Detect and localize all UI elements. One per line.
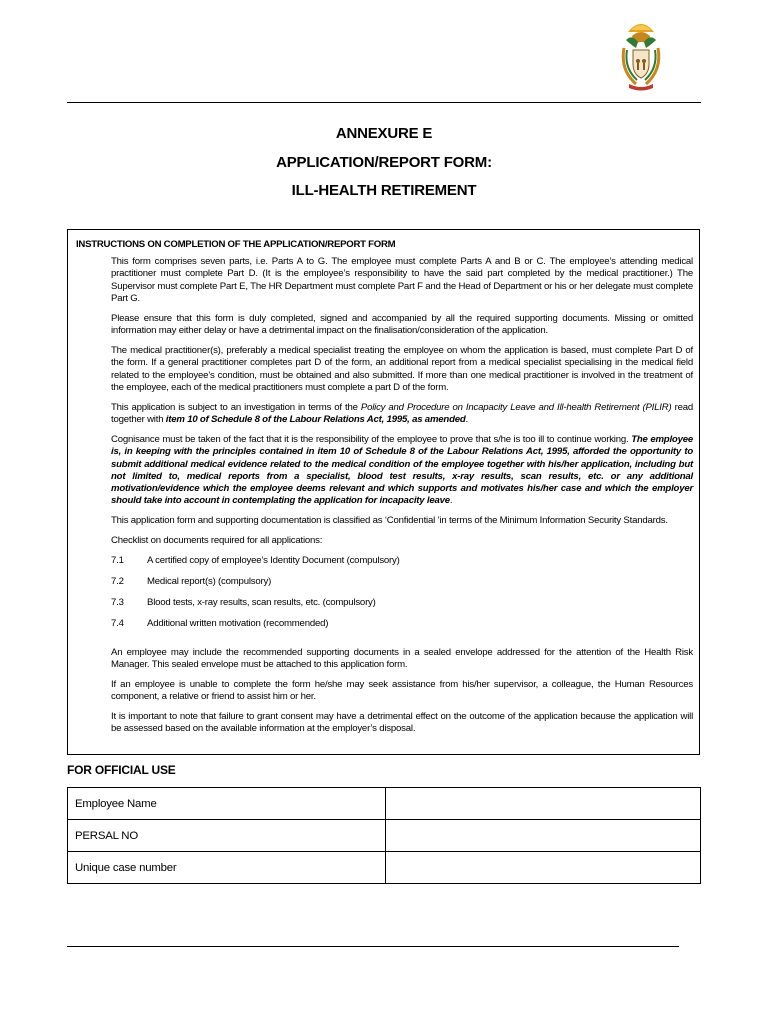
table-row bbox=[68, 852, 701, 884]
document-checklist bbox=[111, 555, 693, 639]
paragraph-text: Cognisance must be taken of the fact that it is the responsibility of the employee to prove that s/he is too ill to continue working. bbox=[111, 433, 632, 445]
checklist-item bbox=[111, 618, 693, 639]
table-row bbox=[68, 788, 701, 820]
employee-name-label: Employee Name bbox=[68, 788, 386, 820]
paragraph-text: This application is subject to an investigation in terms of the bbox=[111, 401, 361, 413]
instruction-paragraph: An employee may include the recommended supporting documents in a sealed envelope addressed for the attention of the Health Risk Manager. This sealed envelope must be attached to this application form. bbox=[111, 646, 693, 670]
checklist-item bbox=[111, 555, 693, 576]
checklist-intro: Checklist on documents required for all applications: bbox=[111, 535, 323, 547]
instructions-box bbox=[67, 229, 700, 755]
annexure-title: ANNEXURE E bbox=[335, 125, 433, 142]
checklist-text: A certified copy of employee’s Identity Document (compulsory) bbox=[147, 555, 400, 567]
footer-divider bbox=[67, 946, 679, 947]
official-use-table bbox=[67, 787, 701, 884]
instruction-paragraph-pilir bbox=[111, 402, 693, 427]
paragraph-text: read together with bbox=[111, 401, 693, 426]
checklist-text: Additional written motivation (recommended) bbox=[147, 618, 329, 630]
form-subtitle: ILL-HEALTH RETIREMENT bbox=[291, 182, 477, 199]
checklist-number: 7.3 bbox=[111, 597, 124, 609]
instructions-body bbox=[111, 256, 693, 743]
header-divider bbox=[67, 102, 701, 103]
instruction-paragraph: If an employee is unable to complete the form he/she may seek assistance from his/her supervisor, a colleague, the Human Resources component, a relative or friend to assist him or her. bbox=[111, 678, 693, 703]
instruction-paragraph: This form comprises seven parts, i.e. Parts A to G. The employee must complete Parts A and B or C. The employee’s attending medical practitioner must complete Part D. (It is the employee’s responsibility to have the said part completed by the medical practitioner.) The Supervisor must complete Part E, The HR Department must complete Part F and the Head of Department or his or her delegate must complete Part G. bbox=[111, 256, 693, 304]
checklist-number: 7.2 bbox=[111, 576, 124, 588]
instruction-paragraph: It is important to note that failure to grant consent may have a detrimental effect on the outcome of the application because the application will be assessed based on the available information at the employer’s disposal. bbox=[111, 711, 693, 735]
checklist-text: Blood tests, x-ray results, scan results, etc. (compulsory) bbox=[147, 597, 376, 609]
instruction-paragraph: The medical practitioner(s), preferably a medical specialist treating the employee on whom the application is based, must complete Part D of the form. If a general practitioner completes part D of the form, an additional report from a medical specialist specialising in the medical field related to the employee’s condition, must be obtained and also submitted. If more than one medical practitioner is involved in the treatment of the employee, each of the medical practitioners must complete a part D of the form. bbox=[111, 344, 693, 393]
instruction-paragraph-cognisance bbox=[111, 434, 693, 508]
checklist-item bbox=[111, 576, 693, 597]
checklist-number: 7.1 bbox=[111, 555, 124, 567]
coat-of-arms-icon bbox=[618, 14, 664, 92]
employee-name-field[interactable] bbox=[386, 788, 701, 820]
persal-no-field[interactable] bbox=[386, 820, 701, 852]
instruction-paragraph: This application form and supporting documentation is classified as ‘Confidential ’in terms of the Minimum Information Security Standards. bbox=[111, 515, 668, 527]
checklist-text: Medical report(s) (compulsory) bbox=[147, 576, 272, 588]
table-row bbox=[68, 820, 701, 852]
document-title-block bbox=[0, 120, 768, 206]
case-number-field[interactable] bbox=[386, 852, 701, 884]
checklist-number: 7.4 bbox=[111, 618, 124, 630]
case-number-label: Unique case number bbox=[68, 852, 386, 884]
emphasised-text: The employee is, in keeping with the principles contained in item 10 of Schedule 8 of the Labour Relations Act, 1995, afforded the opportunity to submit additional medical evidence related to the medical condition of the employee together with his/her application, including but not limited to, medical reports from a specialist, blood test results, x-ray results, scan results, etc. or any additional motivation/evidence which the employee deems relevant and which supports and motivates his/her case and which the employer should take into account in contemplating the application for incapacity leave bbox=[111, 433, 693, 507]
instructions-heading: INSTRUCTIONS ON COMPLETION OF THE APPLICATION/REPORT FORM bbox=[76, 239, 396, 250]
policy-reference: Policy and Procedure on Incapacity Leave and Ill-health Retirement (PILIR) bbox=[360, 401, 672, 413]
paragraph-text: . bbox=[465, 414, 468, 426]
act-reference: item 10 of Schedule 8 of the Labour Relations Act, 1995, as amended bbox=[165, 414, 466, 426]
persal-no-label: PERSAL NO bbox=[68, 820, 386, 852]
paragraph-text: . bbox=[449, 495, 453, 507]
checklist-item bbox=[111, 597, 693, 618]
official-use-heading: FOR OFFICIAL USE bbox=[67, 763, 176, 777]
form-title: APPLICATION/REPORT FORM: bbox=[276, 153, 492, 171]
instruction-paragraph: Please ensure that this form is duly completed, signed and accompanied by all the required supporting documents. Missing or omitted information may either delay or have a detrimental impact on the finalisation/consideration of the application. bbox=[111, 312, 693, 337]
